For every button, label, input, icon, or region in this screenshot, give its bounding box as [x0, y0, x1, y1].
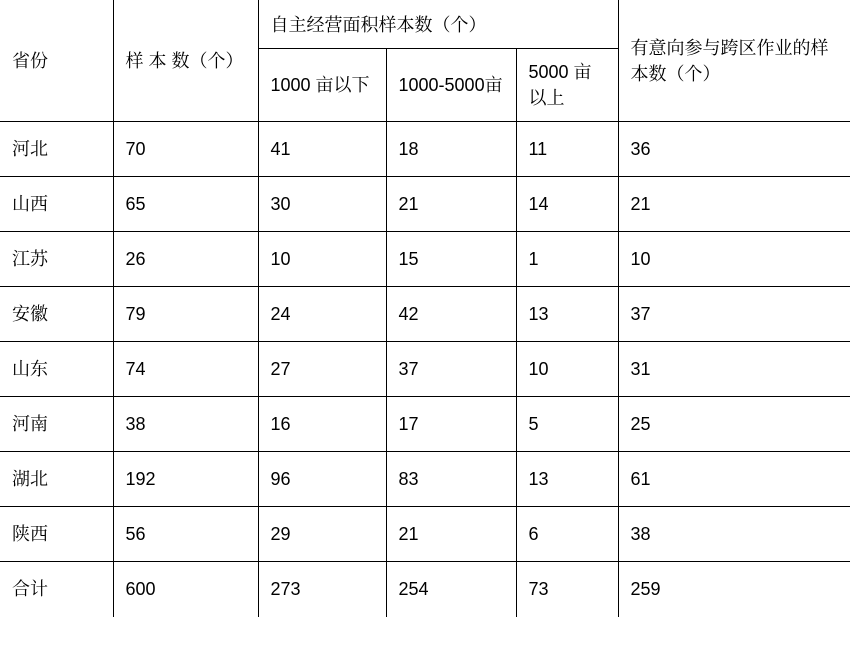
cell-sample [113, 287, 258, 342]
cell-gt5000 [516, 397, 618, 452]
cell-province [0, 287, 113, 342]
cell-mid-value: 21 [398, 524, 419, 545]
cell-sample [113, 232, 258, 287]
cell-province [0, 342, 113, 397]
cell-cross-value: 10 [630, 249, 651, 270]
cell-lt1000-value: 96 [270, 469, 291, 490]
cell-province-value: 合计 [12, 579, 48, 600]
cell-sample [113, 452, 258, 507]
cell-province-value: 河南 [12, 414, 48, 435]
cell-gt5000 [516, 232, 618, 287]
table-row [0, 232, 850, 287]
cell-mid-value: 18 [398, 139, 419, 160]
cell-lt1000 [258, 287, 386, 342]
cell-sample-value: 38 [125, 414, 146, 435]
cell-gt5000-value: 13 [528, 304, 549, 325]
cell-mid [386, 177, 516, 232]
table-row [0, 452, 850, 507]
header-sample-count [113, 0, 258, 122]
cell-cross [618, 452, 850, 507]
cell-lt1000-value: 24 [270, 304, 291, 325]
cell-gt5000-value: 5 [528, 414, 539, 435]
cell-mid [386, 397, 516, 452]
cell-lt1000 [258, 177, 386, 232]
cell-province [0, 177, 113, 232]
cell-sample [113, 177, 258, 232]
cell-lt1000 [258, 397, 386, 452]
cell-lt1000-value: 16 [270, 414, 291, 435]
cell-province-value: 河北 [12, 139, 48, 160]
cell-lt1000-value: 29 [270, 524, 291, 545]
table-row [0, 122, 850, 177]
cell-sample [113, 122, 258, 177]
table-row [0, 177, 850, 232]
cell-mid-value: 83 [398, 469, 419, 490]
cell-cross-value: 259 [630, 579, 661, 600]
cell-mid-value: 15 [398, 249, 419, 270]
table-header-row-1 [0, 0, 850, 49]
cell-cross [618, 122, 850, 177]
cell-gt5000-value: 1 [528, 249, 539, 270]
cell-mid-value: 17 [398, 414, 419, 435]
cell-mid-value: 42 [398, 304, 419, 325]
cell-cross [618, 562, 850, 617]
cell-mid [386, 562, 516, 617]
cell-mid [386, 452, 516, 507]
header-sub-gt5000-label: 5000 亩以上 [528, 62, 592, 109]
cell-cross-value: 36 [630, 139, 651, 160]
cell-lt1000 [258, 452, 386, 507]
cell-gt5000 [516, 177, 618, 232]
header-sub-lt1000-label: 1000 亩以下 [270, 75, 370, 96]
cell-sample-value: 600 [125, 579, 156, 600]
cell-gt5000 [516, 562, 618, 617]
cell-sample-value: 56 [125, 524, 146, 545]
cell-lt1000 [258, 232, 386, 287]
header-sub-1000-5000 [386, 49, 516, 122]
cell-lt1000-value: 30 [270, 194, 291, 215]
cell-gt5000 [516, 507, 618, 562]
cell-gt5000 [516, 287, 618, 342]
cell-province-value: 山东 [12, 359, 48, 380]
cell-lt1000-value: 27 [270, 359, 291, 380]
cell-cross [618, 177, 850, 232]
cell-cross-value: 25 [630, 414, 651, 435]
cell-gt5000-value: 14 [528, 194, 549, 215]
cell-province-value: 安徽 [12, 304, 48, 325]
cell-lt1000 [258, 342, 386, 397]
header-sub-gt5000 [516, 49, 618, 122]
header-sub-1000-5000-label: 1000-5000亩 [398, 75, 503, 96]
header-sample-count-label: 样 本 数（个） [125, 50, 244, 71]
cell-province [0, 122, 113, 177]
cell-sample-value: 79 [125, 304, 146, 325]
cell-cross-value: 31 [630, 359, 651, 380]
cell-sample [113, 397, 258, 452]
cell-mid [386, 122, 516, 177]
cell-province-value: 江苏 [12, 249, 48, 270]
cell-mid-value: 37 [398, 359, 419, 380]
header-province-label: 省份 [12, 50, 48, 71]
table-row [0, 342, 850, 397]
header-cross-region [618, 0, 850, 122]
cell-province [0, 507, 113, 562]
cell-cross [618, 507, 850, 562]
cell-mid [386, 342, 516, 397]
header-cross-region-label: 有意向参与跨区作业的样本数（个） [630, 37, 829, 84]
cell-lt1000 [258, 507, 386, 562]
cell-gt5000 [516, 342, 618, 397]
cell-sample [113, 507, 258, 562]
cell-gt5000 [516, 452, 618, 507]
cell-province [0, 562, 113, 617]
cell-mid-value: 254 [398, 579, 429, 600]
cell-sample-value: 70 [125, 139, 146, 160]
cell-gt5000-value: 10 [528, 359, 549, 380]
cell-sample-value: 65 [125, 194, 146, 215]
cell-mid [386, 287, 516, 342]
table-row [0, 397, 850, 452]
cell-gt5000 [516, 122, 618, 177]
cell-province-value: 陕西 [12, 524, 48, 545]
header-self-operated-group-label: 自主经营面积样本数（个） [270, 15, 487, 35]
cell-gt5000-value: 73 [528, 579, 549, 600]
cell-cross-value: 37 [630, 304, 651, 325]
cell-gt5000-value: 13 [528, 469, 549, 490]
cell-cross-value: 21 [630, 194, 651, 215]
cell-sample-value: 74 [125, 359, 146, 380]
cell-cross [618, 342, 850, 397]
cell-province [0, 397, 113, 452]
header-province [0, 0, 113, 122]
cell-gt5000-value: 6 [528, 524, 539, 545]
header-self-operated-group [258, 0, 618, 49]
cell-sample-value: 26 [125, 249, 146, 270]
cell-mid-value: 21 [398, 194, 419, 215]
cell-lt1000-value: 10 [270, 249, 291, 270]
table-row [0, 507, 850, 562]
cell-cross-value: 61 [630, 469, 651, 490]
cell-cross [618, 232, 850, 287]
cell-province-value: 湖北 [12, 469, 48, 490]
cell-mid [386, 507, 516, 562]
cell-lt1000-value: 273 [270, 579, 301, 600]
cell-lt1000-value: 41 [270, 139, 291, 160]
cell-lt1000 [258, 562, 386, 617]
header-sub-lt1000 [258, 49, 386, 122]
cell-province-value: 山西 [12, 194, 48, 215]
cell-lt1000 [258, 122, 386, 177]
cell-sample [113, 562, 258, 617]
cell-province [0, 232, 113, 287]
table-total-row [0, 562, 850, 617]
table-row [0, 287, 850, 342]
cell-cross [618, 397, 850, 452]
cell-cross-value: 38 [630, 524, 651, 545]
cell-cross [618, 287, 850, 342]
cell-mid [386, 232, 516, 287]
cell-province [0, 452, 113, 507]
cell-sample [113, 342, 258, 397]
cell-sample-value: 192 [125, 469, 156, 490]
cell-gt5000-value: 11 [528, 139, 548, 160]
